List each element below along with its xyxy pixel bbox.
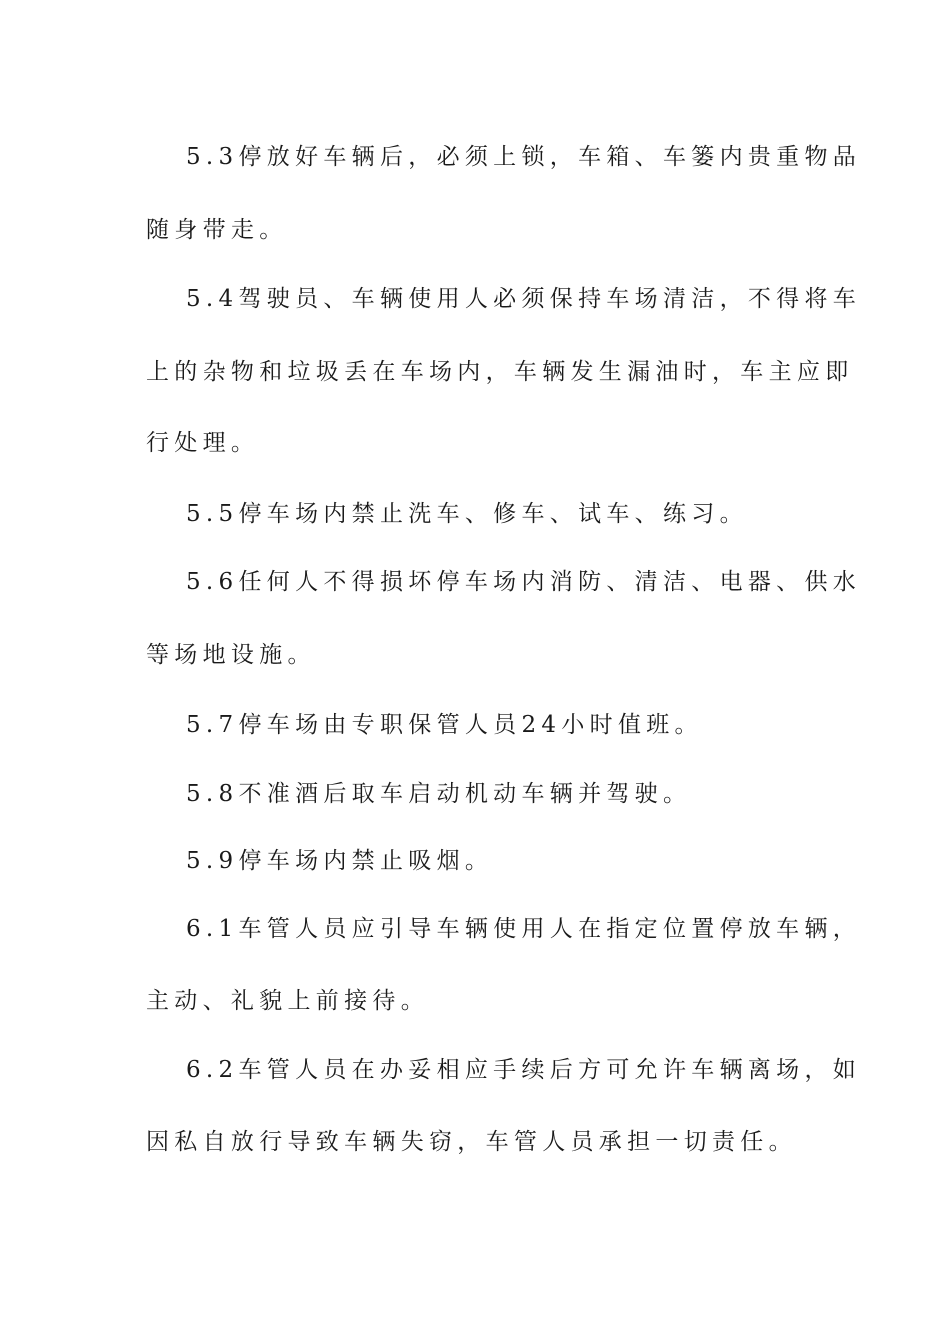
paragraph-5-3-line-2: 随身带走。 <box>146 217 288 243</box>
paragraph-5-8: 5.8不准酒后取车启动机动车辆并驾驶。 <box>186 781 692 807</box>
paragraph-5-3-line-1: 5.3停放好车辆后，必须上锁，车箱、车篓内贵重物品 <box>186 144 862 170</box>
paragraph-5-6-line-2: 等场地设施。 <box>146 642 316 668</box>
paragraph-6-2-line-1: 6.2车管人员在办妥相应手续后方可允许车辆离场，如 <box>186 1057 862 1083</box>
paragraph-5-5: 5.5停车场内禁止洗车、修车、试车、练习。 <box>186 501 748 527</box>
paragraph-5-4-line-2: 上的杂物和垃圾丢在车场内，车辆发生漏油时，车主应即 <box>146 359 854 385</box>
paragraph-5-4-line-1: 5.4驾驶员、车辆使用人必须保持车场清洁，不得将车 <box>186 286 862 312</box>
paragraph-5-9: 5.9停车场内禁止吸烟。 <box>186 848 494 874</box>
paragraph-5-7: 5.7停车场由专职保管人员24小时值班。 <box>186 712 703 738</box>
paragraph-5-4-line-3: 行处理。 <box>146 430 260 456</box>
paragraph-6-1-line-1: 6.1车管人员应引导车辆使用人在指定位置停放车辆， <box>186 916 862 942</box>
paragraph-5-6-line-1: 5.6任何人不得损坏停车场内消防、清洁、电器、供水 <box>186 569 862 595</box>
paragraph-6-2-line-2: 因私自放行导致车辆失窃，车管人员承担一切责任。 <box>146 1129 797 1155</box>
paragraph-6-1-line-2: 主动、礼貌上前接待。 <box>146 988 429 1014</box>
